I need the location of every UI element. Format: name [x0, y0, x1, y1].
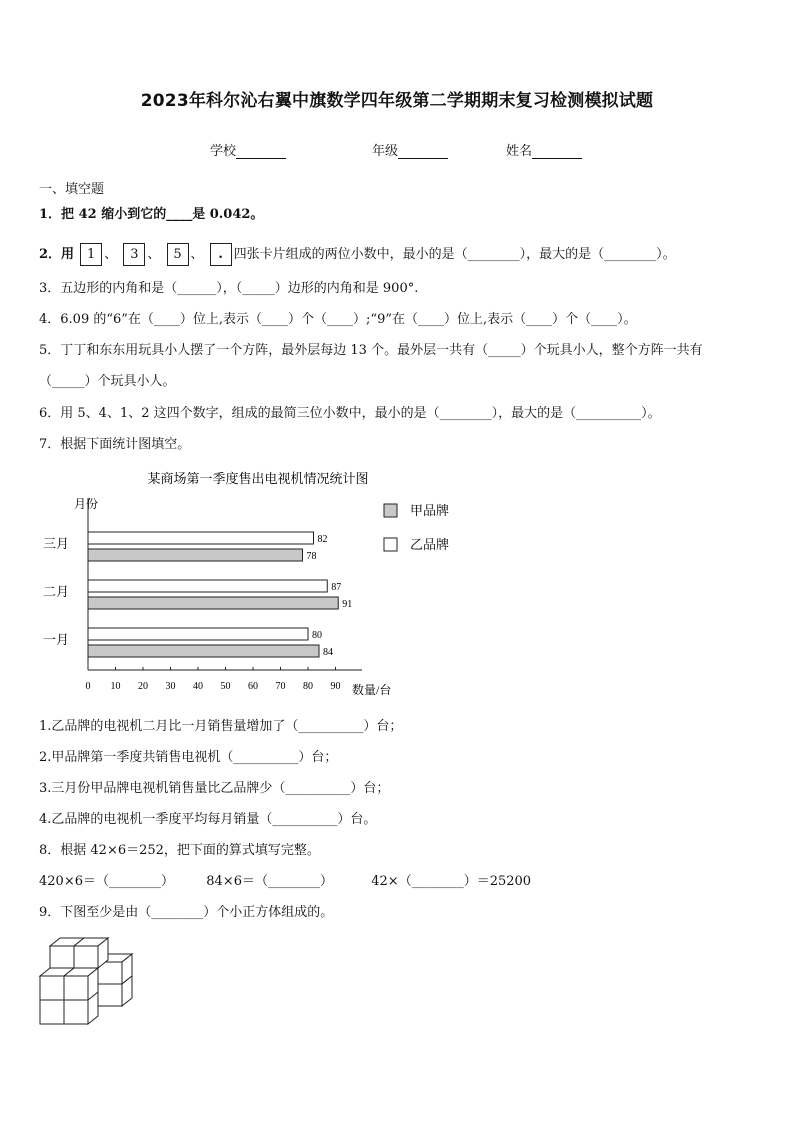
q2-sep: 、 — [190, 247, 204, 262]
chart-title: 某商场第一季度售出电视机情况统计图 — [147, 471, 369, 486]
y-axis-label: 月份 — [74, 497, 99, 511]
bar-乙品牌 — [88, 580, 327, 592]
name-label: 姓名 — [506, 144, 533, 159]
question-2 — [39, 243, 764, 266]
bar-甲品牌 — [88, 597, 338, 609]
grade-label: 年级 — [372, 144, 399, 159]
card-1: 1 — [80, 243, 102, 266]
legend-swatch — [384, 504, 397, 517]
q7-sub-2: 2.甲品牌第一季度共销售电视机（__________）台； — [39, 750, 338, 765]
q8-item-1: 420×6＝（________） — [39, 874, 174, 889]
category-label: 三月 — [43, 536, 70, 551]
legend-label: 甲品牌 — [410, 503, 450, 518]
x-tick-label: 30 — [165, 681, 176, 692]
grade-field — [372, 140, 448, 159]
q7-sub-1: 1.乙品牌的电视机二月比一月销售量增加了（__________）台； — [39, 719, 403, 734]
question-1: 1．把 42 缩小到它的____是 0.042。 — [39, 207, 264, 222]
x-tick-label: 10 — [110, 681, 121, 692]
category-label: 一月 — [43, 632, 70, 647]
card-3: 3 — [123, 243, 145, 266]
bar-甲品牌 — [88, 645, 319, 657]
question-8: 8．根据 42×6＝252，把下面的算式填写完整。 — [39, 843, 320, 858]
question-5-line1: 5．丁丁和东东用玩具小人摆了一个方阵，最外层每边 13 个。最外层一共有（_____）个玩具小人，整个方阵一共有 — [39, 343, 703, 358]
cube-stack-figure — [36, 936, 140, 1028]
category-label: 二月 — [43, 584, 70, 599]
question-6: 6．用 5、4、1、2 这四个数字，组成的最简三位小数中，最小的是（________），最大的是（__________）。 — [39, 406, 661, 421]
card-dot: . — [210, 243, 232, 266]
q8-item-2: 84×6＝（________） — [206, 874, 333, 889]
name-blank[interactable] — [532, 144, 582, 159]
school-field — [210, 140, 286, 159]
x-tick-label: 80 — [303, 681, 313, 692]
bar-乙品牌 — [88, 532, 314, 544]
tv-sales-bar-chart — [40, 470, 470, 700]
x-tick-label: 60 — [248, 681, 258, 692]
bar-甲品牌 — [88, 549, 303, 561]
bar-value-label: 84 — [323, 647, 333, 658]
x-tick-label: 20 — [138, 681, 148, 692]
question-8-items — [39, 873, 764, 891]
q2-suffix: 四张卡片组成的两位小数中，最小的是（________），最大的是（________）。 — [233, 247, 676, 262]
x-tick-label: 40 — [193, 681, 203, 692]
x-tick-label: 90 — [330, 681, 341, 692]
question-5-line2: （_____）个玩具小人。 — [39, 374, 176, 389]
x-axis-label: 数量/台 — [352, 683, 392, 697]
page-title: 2023年科尔沁右翼中旗数学四年级第二学期期末复习检测模拟试题 — [140, 91, 654, 111]
bar-乙品牌 — [88, 628, 308, 640]
bar-value-label: 80 — [312, 630, 322, 641]
legend-label: 乙品牌 — [410, 537, 450, 552]
school-blank[interactable] — [236, 144, 286, 159]
school-label: 学校 — [210, 144, 237, 159]
bar-value-label: 82 — [317, 534, 328, 545]
section-heading: 一、填空题 — [39, 182, 105, 197]
bar-value-label: 87 — [331, 582, 342, 593]
x-tick-label: 50 — [220, 681, 231, 692]
name-field — [506, 140, 582, 159]
bar-value-label: 78 — [306, 551, 317, 562]
x-tick-label: 0 — [85, 681, 91, 692]
question-3: 3．五边形的内角和是（______），（_____）边形的内角和是 900°. — [39, 281, 419, 296]
legend-swatch — [384, 538, 397, 551]
q7-sub-3: 3.三月份甲品牌电视机销售量比乙品牌少（__________）台； — [39, 781, 390, 796]
question-9: 9．下图至少是由（________）个小正方体组成的。 — [39, 905, 334, 920]
q7-sub-4: 4.乙品牌的电视机一季度平均每月销量（__________）台。 — [39, 812, 377, 827]
q2-sep: 、 — [147, 247, 161, 262]
question-4: 4．6.09 的“6”在（____）位上,表示（____）个（____）;“9”在（____）位上,表示（____）个（____）。 — [39, 312, 637, 327]
q2-sep: 、 — [104, 247, 118, 262]
grade-blank[interactable] — [398, 144, 448, 159]
q8-item-3: 42×（________）＝25200 — [371, 874, 532, 889]
x-tick-label: 70 — [275, 681, 286, 692]
card-5: 5 — [167, 243, 189, 266]
question-7: 7．根据下面统计图填空。 — [39, 437, 191, 452]
q2-prefix: 2．用 — [39, 247, 75, 262]
bar-value-label: 91 — [342, 599, 353, 610]
